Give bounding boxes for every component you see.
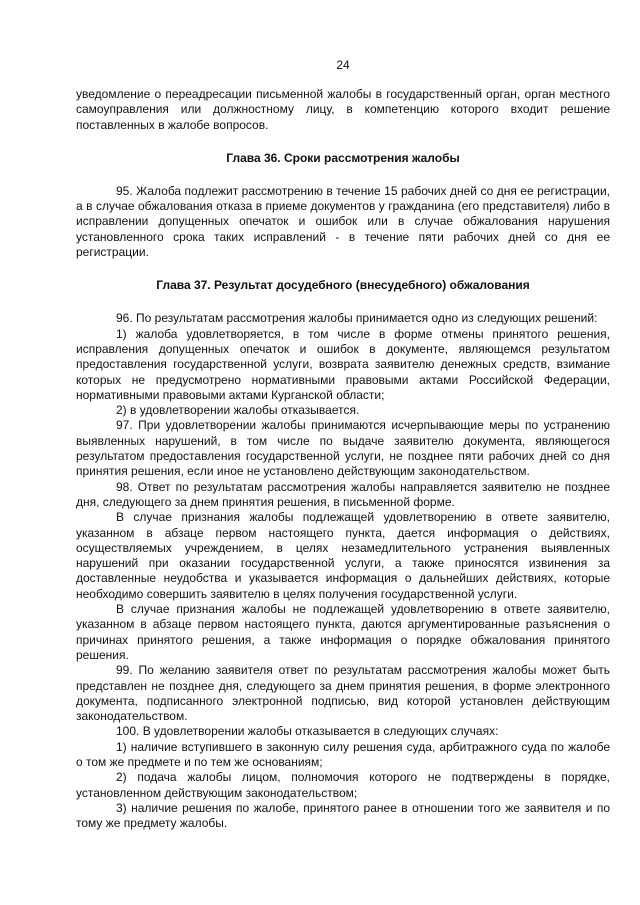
paragraph-96: 96. По результатам рассмотрения жалобы принимается одно из следующих решений: — [116, 311, 598, 326]
intro-paragraph: уведомление о переадресации письменной жалобы в государственный орган, орган местного самоуправления или должностному лицу, в компетенцию которого входит решение поставленных в жалобе вопросов. — [76, 87, 610, 132]
paragraph-95: 95. Жалоба подлежит рассмотрению в течение 15 рабочих дней со дня ее регистрации, а в случае обжалования отказа в приеме документов у гражданина (его представителя) либо в исправлении допущенных опечаток и ошибок или в случае обжалования нарушения установленного срока таких исправлений - в течение пяти рабочих дней со дня ее регистрации. — [76, 183, 610, 260]
paragraph-98-satisfied: В случае признания жалобы подлежащей удовлетворению в ответе заявителю, указанном в абзаце первом настоящего пункта, дается информация о действиях, осуществляемых учреждением, в целях незамедлительного устранения выявленных нарушений при оказании государственной услуги, а также приносятся извинения за доставленные неудобства и указывается информация о дальнейших действиях, которые необходимо совершить заявителю в целях получения государственной услуги. — [76, 510, 610, 601]
paragraph-100: 100. В удовлетворении жалобы отказывается в следующих случаях: — [116, 724, 499, 739]
document-page — [76, 58, 610, 831]
paragraph-100-item-2: 2) подача жалобы лицом, полномочия которого не подтверждены в порядке, установленном действующим законодательством; — [76, 770, 610, 800]
paragraph-99: 99. По желанию заявителя ответ по результатам рассмотрения жалобы может быть представлен не позднее дня, следующего за днем принятия решения, в форме электронного документа, подписанного электронной подписью, вид которой установлен действующим законодательством. — [76, 663, 610, 724]
page-number: 24 — [336, 58, 350, 72]
chapter-37-title: Глава 37. Результат досудебного (внесудебного) обжалования — [156, 278, 530, 293]
paragraph-98-rejected: В случае признания жалобы не подлежащей удовлетворению в ответе заявителю, указанном в абзаце первом настоящего пункта, даются аргументированные разъяснения о причинах принятого решения, а также информация о порядке обжалования принятого решения. — [76, 602, 610, 662]
paragraph-100-item-1: 1) наличие вступившего в законную силу решения суда, арбитражного суда по жалобе о том же предмете и по тем же основаниям; — [76, 739, 610, 769]
paragraph-98: 98. Ответ по результатам рассмотрения жалобы направляется заявителю не позднее дня, следующего за днем принятия решения, в письменной форме. — [76, 479, 610, 509]
paragraph-96-item-1: 1) жалоба удовлетворяется, в том числе в форме отмены принятого решения, исправления допущенных опечаток и ошибок в документе, являющемся результатом предоставления государственной услуги, возврата заявителю денежных средств, взимание которых не предусмотрено нормативными правовыми актами Российской Федерации, нормативными правовыми актами Курганской области; — [76, 326, 610, 402]
chapter-36-title: Глава 36. Сроки рассмотрения жалобы — [226, 150, 460, 165]
paragraph-97: 97. При удовлетворении жалобы принимаются исчерпывающие меры по устранению выявленных нарушений, в том числе по выдаче заявителю документа, являющегося результатом предоставления государственной услуги, не позднее пяти рабочих дней со дня принятия решения, если иное не установлено действующим законодательством. — [76, 418, 610, 479]
paragraph-100-item-3: 3) наличие решения по жалобе, принятого ранее в отношении того же заявителя и по тому же предмету жалобы. — [76, 800, 610, 831]
paragraph-96-item-2: 2) в удовлетворении жалобы отказывается. — [116, 403, 360, 418]
